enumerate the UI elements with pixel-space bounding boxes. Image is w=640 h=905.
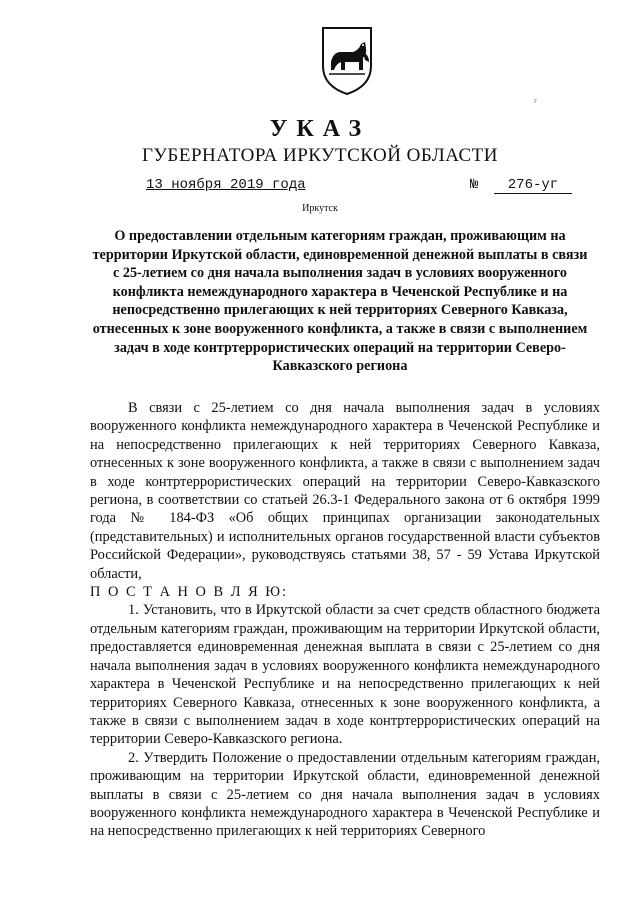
date-value: 13 ноября 2019 <box>146 177 264 193</box>
preamble-paragraph: В связи с 25-летием со дня начала выполнения задач в условиях вооруженного конфликта немеждународного характера в Чеченской Республике и на непосредственно прилегающих к ней территориях Северного Кавказа, отнесенных к зоне вооруженного конфликта, а также в связи с выполнением задач в ходе контртеррористических операций на территории Северо-Кавказского региона, в соответствии со статьей 26.3-1 Федерального закона от 6 октября 1999 года № 184-ФЗ «Об общих принципах организации законодательных (представительных) и исполнительных органов государственной власти субъектов Российской Федерации», руководствуясь статьями 38, 57 - 59 Устава Иркутской области, <box>90 400 600 582</box>
decree-word: П О С Т А Н О В Л Я Ю: <box>90 584 289 601</box>
date-suffix: года <box>263 177 306 193</box>
document-number: 276-уг <box>494 177 572 194</box>
side-mark: г <box>534 96 538 105</box>
coat-of-arms-icon <box>319 22 375 96</box>
document-title: УКАЗ <box>269 116 371 142</box>
document-heading: О предоставлении отдельным категориям граждан, проживающим на территории Иркутской области, единовременной денежной выплаты в связи с 25-летием со дня начала выполнения задач в условиях вооруженного конфликта немеждународного характера в Чеченской Республике и на непосредственно прилегающих к ней территориях Северного Кавказа, отнесенных к зоне вооруженного конфликта, а также в связи с выполнением задач в ходе контртеррористических операций на территории Северо-Кавказского региона <box>92 228 588 375</box>
clause-1-paragraph: 1. Установить, что в Иркутской области за счет средств областного бюджета отдельным категориям граждан, проживающим на территории Иркутской области, предоставляется единовременная денежная выплата в связи с 25-летием со дня начала выполнения задач в условиях вооруженного конфликта немеждународного характера в Чеченской Республике и на непосредственно прилегающих к ней территориях Северного Кавказа, отнесенных к зоне вооруженного конфликта, а также в связи с выполнением задач в ходе контртеррористических операций на территории Северо-Кавказского региона. <box>90 602 600 748</box>
document-date <box>146 177 306 193</box>
number-label: № <box>470 177 479 193</box>
document-body <box>90 399 600 841</box>
document-city: Иркутск <box>302 203 338 214</box>
document-subtitle: ГУБЕРНАТОРА ИРКУТСКОЙ ОБЛАСТИ <box>142 145 498 166</box>
clause-2-paragraph: 2. Утвердить Положение о предоставлении отдельным категориям граждан, проживающим на территории Иркутской области, единовременной денежной выплаты в связи с 25-летием со дня начала выполнения задач в условиях вооруженного конфликта немеждународного характера в Чеченской Республике и на непосредственно прилегающих к ней территориях Северного <box>90 749 600 840</box>
